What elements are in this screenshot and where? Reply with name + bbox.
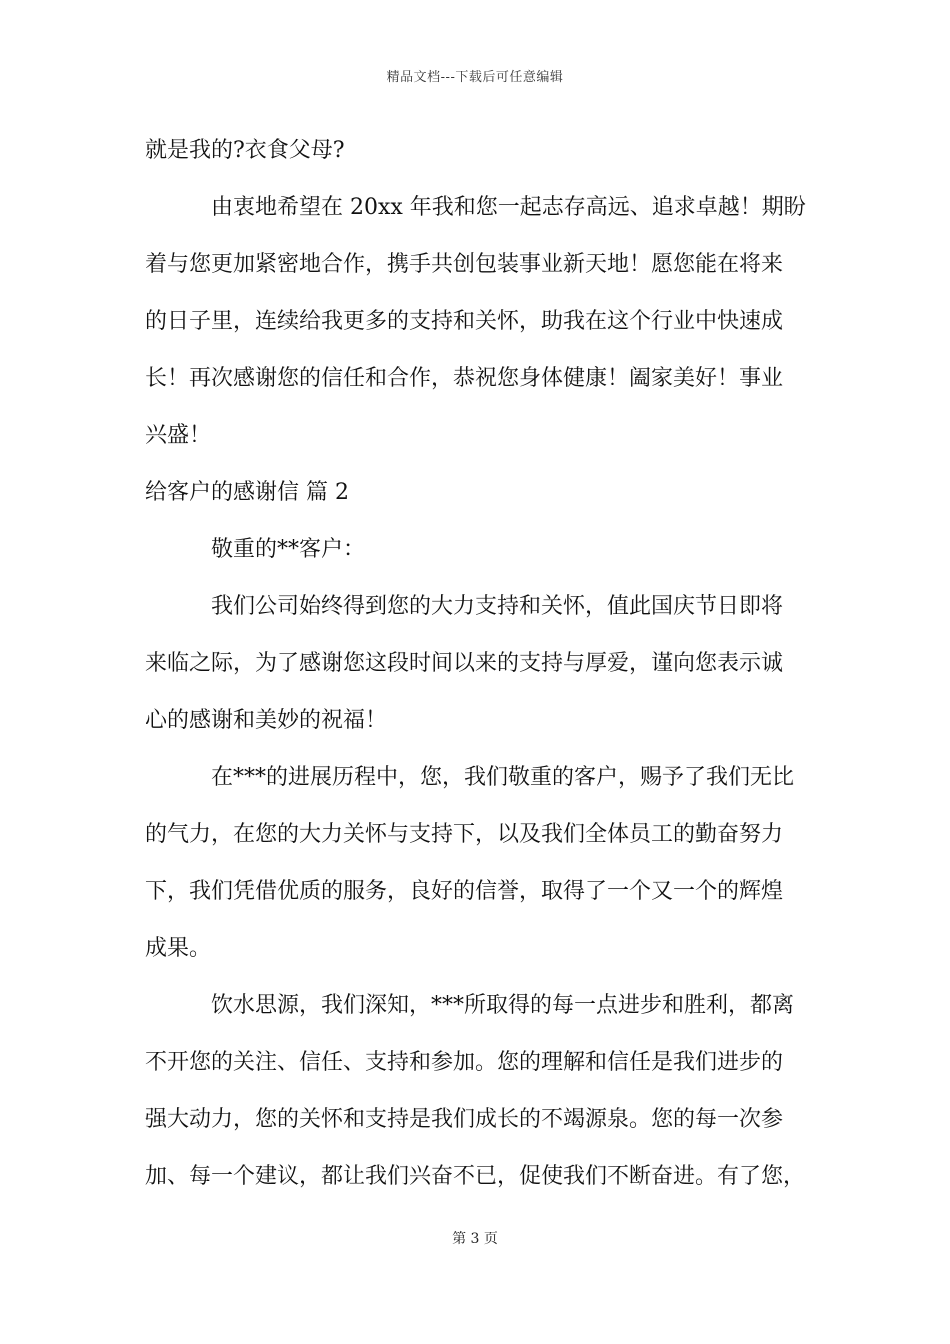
page-header: 精品文档---下载后可任意编辑 (386, 70, 564, 85)
paragraph-line: 强大动力，您的关怀和支持是我们成长的不竭源泉。您的每一次参 (145, 1107, 784, 1132)
paragraph-line: 饮水思源，我们深知，***所取得的每一点进步和胜利，都离 (211, 993, 795, 1018)
paragraph-line: 加、每一个建议，都让我们兴奋不已，促使我们不断奋进。有了您， (145, 1164, 806, 1189)
section-heading: 给客户的感谢信 篇 2 (145, 480, 349, 505)
page-number: 第 3 页 (452, 1231, 498, 1247)
paragraph-line: 在***的进展历程中，您，我们敬重的客户，赐予了我们无比 (211, 765, 795, 790)
paragraph-line: 着与您更加紧密地合作，携手共创包装事业新天地！愿您能在将来 (145, 252, 784, 277)
paragraph-line: 就是我的?衣食父母? (145, 138, 345, 163)
paragraph-line: 下，我们凭借优质的服务，良好的信誉，取得了一个又一个的辉煌 (145, 879, 784, 904)
paragraph-line: 兴盛！ (145, 423, 212, 448)
paragraph-line: 长！再次感谢您的信任和合作，恭祝您身体健康！阖家美好！事业 (145, 366, 784, 391)
paragraph-line: 我们公司始终得到您的大力支持和关怀，值此国庆节日即将 (211, 594, 784, 619)
salutation: 敬重的**客户： (211, 537, 366, 562)
paragraph-line: 由衷地希望在 20xx 年我和您一起志存高远、追求卓越！期盼 (211, 195, 806, 220)
paragraph-line: 来临之际，为了感谢您这段时间以来的支持与厚爱，谨向您表示诚 (145, 651, 784, 676)
paragraph-line: 的气力，在您的大力关怀与支持下，以及我们全体员工的勤奋努力 (145, 822, 784, 847)
paragraph-line: 心的感谢和美妙的祝福！ (145, 708, 388, 733)
paragraph-line: 不开您的关注、信任、支持和参加。您的理解和信任是我们进步的 (145, 1050, 784, 1075)
document-body (145, 122, 825, 1205)
paragraph-line: 的日子里，连续给我更多的支持和关怀，助我在这个行业中快速成 (145, 309, 784, 334)
paragraph-line: 成果。 (145, 936, 212, 961)
